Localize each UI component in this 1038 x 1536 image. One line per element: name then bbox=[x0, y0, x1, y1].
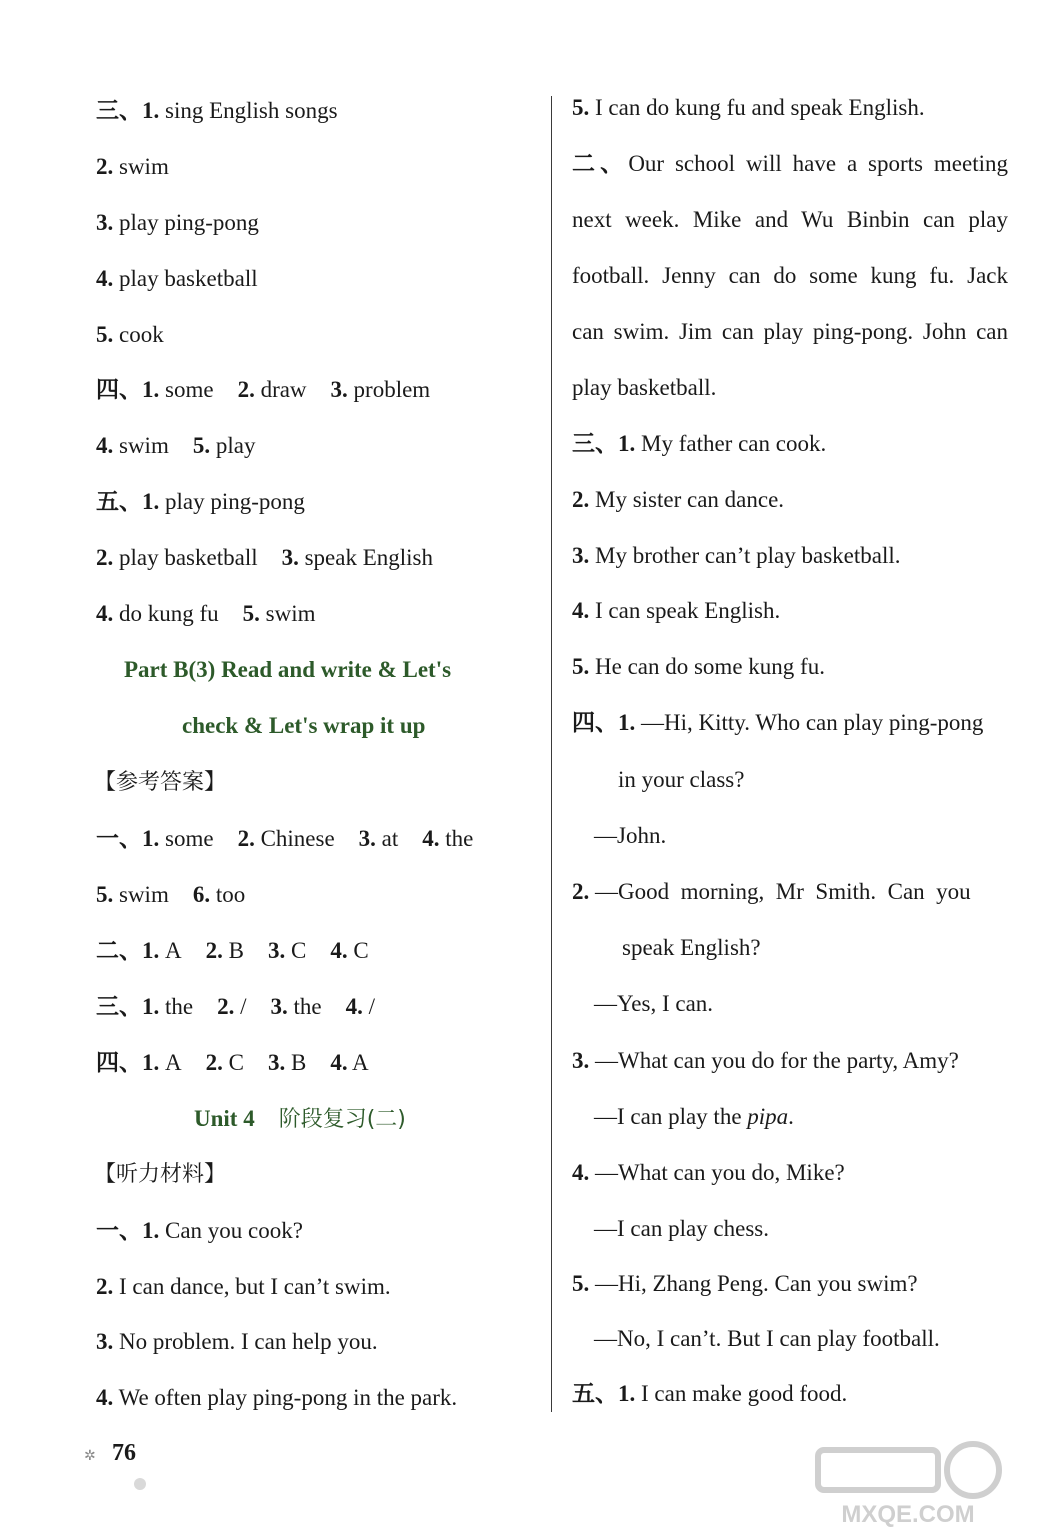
answer-line: 2. I can dance, but I can’t swim. bbox=[96, 1274, 391, 1299]
passage-line: play basketball. bbox=[572, 375, 717, 400]
answer-line: 4. I can speak English. bbox=[572, 598, 781, 623]
watermark-text: MXQE.COM bbox=[841, 1501, 975, 1528]
answer-line: 四、1. A 2. C 3. B 4. A bbox=[96, 1050, 369, 1075]
answer-line: 2. play basketball 3. speak English bbox=[96, 545, 434, 570]
answer-line: 5. I can do kung fu and speak English. bbox=[572, 95, 925, 120]
answer-line: 一、1. some 2. Chinese 3. at 4. the bbox=[96, 826, 474, 851]
listening-material-label: 【听力材料】 bbox=[94, 1162, 227, 1187]
answer-line: 一、1. Can you cook? bbox=[96, 1218, 303, 1243]
answer-line: —John. bbox=[594, 823, 667, 848]
passage-line: can swim. Jim can play ping-pong. John can bbox=[572, 319, 1008, 344]
answer-line: 3. play ping-pong bbox=[96, 210, 259, 235]
answer-line: —I can play the pipa. bbox=[594, 1104, 794, 1129]
answer-line: 四、1. some 2. draw 3. problem bbox=[96, 377, 431, 402]
unit-heading: Unit 4 阶段复习(二) bbox=[194, 1106, 406, 1132]
section-heading: Part B(3) Read and write & Let's bbox=[124, 657, 452, 682]
answer-line: 4. We often play ping-pong in the park. bbox=[96, 1385, 458, 1410]
answer-line: 四、1. —Hi, Kitty. Who can play ping-pong bbox=[572, 710, 984, 735]
answer-line: 5. —Hi, Zhang Peng. Can you swim? bbox=[572, 1271, 918, 1296]
answer-line: 三、1. sing English songs bbox=[96, 98, 338, 123]
star-icon: ✲ bbox=[84, 1449, 96, 1464]
answer-line: 4. —What can you do, Mike? bbox=[572, 1160, 845, 1185]
answer-line: 3. —What can you do for the party, Amy? bbox=[572, 1048, 959, 1073]
passage-line: 二、Our school will have a sports meeting bbox=[572, 151, 1009, 176]
answer-line: 五、1. play ping-pong bbox=[96, 489, 305, 514]
answer-line: 二、1. A 2. B 3. C 4. C bbox=[96, 938, 369, 963]
answer-line: 2. swim bbox=[96, 154, 169, 179]
reference-answers-label: 【参考答案】 bbox=[94, 770, 227, 795]
answer-line: 2. —Good morning, Mr Smith. Can you bbox=[572, 879, 971, 904]
answer-line: 5. swim 6. too bbox=[96, 882, 246, 907]
answer-line: —I can play chess. bbox=[594, 1216, 769, 1241]
answer-line: —Yes, I can. bbox=[594, 991, 714, 1016]
section-heading-cont: check & Let's wrap it up bbox=[182, 713, 426, 738]
column-divider bbox=[551, 96, 552, 1412]
answer-line: 5. He can do some kung fu. bbox=[572, 654, 825, 679]
passage-line: next week. Mike and Wu Binbin can play bbox=[572, 207, 1008, 232]
page-number: 76 bbox=[112, 1440, 136, 1466]
answer-line: 4. swim 5. play bbox=[96, 433, 256, 458]
answer-line: 5. cook bbox=[96, 322, 164, 347]
passage-line: football. Jenny can do some kung fu. Jack bbox=[572, 263, 1008, 288]
answer-line: 五、1. I can make good food. bbox=[572, 1381, 848, 1406]
answer-line: in your class? bbox=[618, 767, 745, 792]
answer-line: 3. No problem. I can help you. bbox=[96, 1329, 378, 1354]
answer-line: 4. do kung fu 5. swim bbox=[96, 601, 316, 626]
decorative-dot bbox=[134, 1478, 146, 1490]
answer-line: 2. My sister can dance. bbox=[572, 487, 785, 512]
answer-line: 三、1. the 2. / 3. the 4. / bbox=[96, 994, 375, 1019]
watermark-logo bbox=[808, 1440, 1008, 1530]
answer-line: speak English? bbox=[622, 935, 761, 960]
answer-line: —No, I can’t. But I can play football. bbox=[594, 1326, 940, 1351]
answer-line: 三、1. My father can cook. bbox=[572, 431, 827, 456]
answer-line: 4. play basketball bbox=[96, 266, 258, 291]
answer-line: 3. My brother can’t play basketball. bbox=[572, 543, 901, 568]
